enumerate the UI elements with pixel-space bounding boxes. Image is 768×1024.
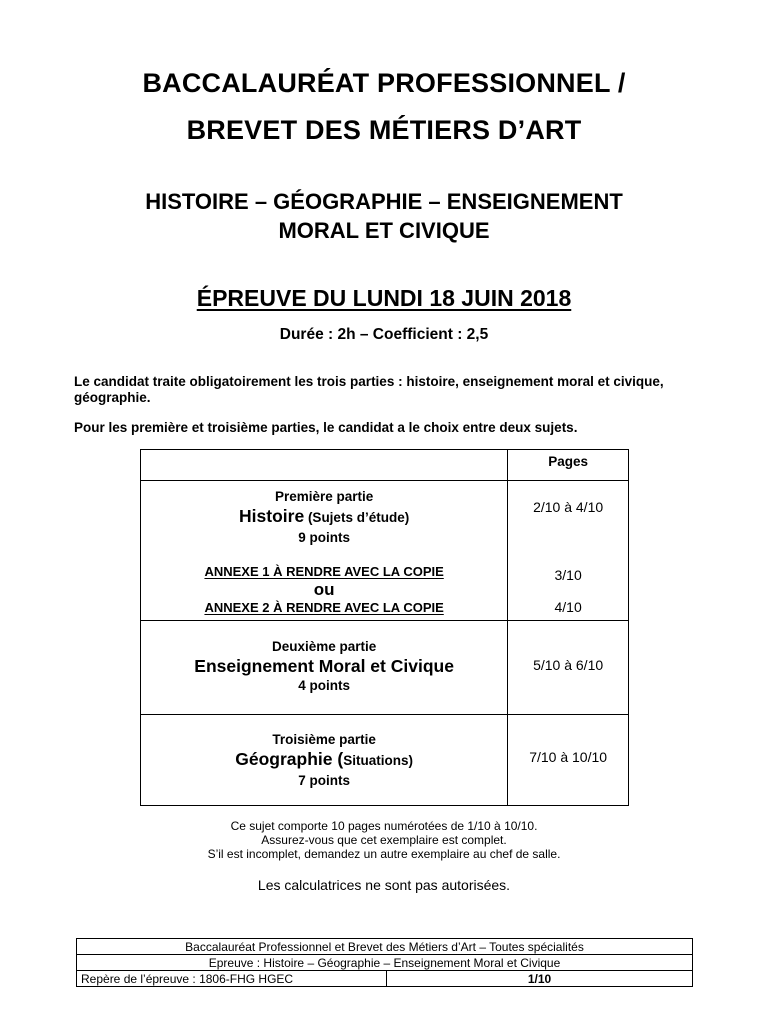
annex-or: ou: [313, 580, 335, 599]
exam-notes: [0, 819, 768, 861]
part3-points: 7 points: [298, 773, 350, 788]
part1-label: Première partie: [274, 489, 374, 504]
footer-table: [76, 938, 693, 987]
pages-header: Pages: [508, 450, 629, 481]
part2-pages: 5/10 à 6/10: [533, 657, 604, 673]
parts-table: [140, 449, 629, 806]
notes-line-1: Ce sujet comporte 10 pages numérotées de 1/10 à 10/10.: [230, 819, 538, 833]
notes-line-3: S’il est incomplet, demandez un autre exemplaire au chef de salle.: [207, 847, 561, 861]
footer-reference: Repère de l’épreuve : 1806-FHG HGEC: [77, 971, 387, 987]
footer-page-number: 1/10: [387, 971, 693, 987]
part1-subject: [141, 505, 507, 529]
footer-row: [77, 955, 693, 971]
footer-row: [77, 939, 693, 955]
page-title-line1: BACCALAURÉAT PROFESSIONNEL /: [142, 68, 626, 98]
part2-pages-cell: [508, 621, 629, 715]
part3-subject-text: Géographie (: [235, 749, 344, 769]
part2-subject: Enseignement Moral et Civique: [194, 656, 454, 676]
part1-subject-text: Histoire: [239, 506, 305, 526]
footer-line-2: Epreuve : Histoire – Géographie – Enseignement Moral et Civique: [77, 955, 693, 971]
part1-cell: [141, 481, 508, 621]
part1-points: 9 points: [298, 530, 350, 545]
part3-label: Troisième partie: [272, 732, 376, 747]
annex1-pages: 3/10: [554, 567, 582, 583]
instruction-paragraph-1: Le candidat traite obligatoirement les trois parties : histoire, enseignement moral et civique, géographie.: [74, 374, 664, 405]
exam-duration: Durée : 2h – Coefficient : 2,5: [279, 326, 489, 343]
subject-title-line2: MORAL ET CIVIQUE: [278, 218, 490, 243]
subject-title-line1: HISTOIRE – GÉOGRAPHIE – ENSEIGNEMENT: [145, 189, 623, 214]
part1-pages: 2/10 à 4/10: [533, 499, 604, 515]
annex1-label: ANNEXE 1 À RENDRE AVEC LA COPIE: [204, 564, 444, 579]
table-header-empty: [141, 450, 508, 481]
part3-subject-paren: Situations): [343, 753, 413, 768]
exam-date: [0, 285, 768, 312]
table-row: [141, 481, 629, 621]
exam-date-text: ÉPREUVE DU LUNDI 18 JUIN 2018: [196, 285, 572, 311]
instruction-paragraph-2: Pour les première et troisième parties, le candidat a le choix entre deux sujets.: [74, 420, 578, 435]
part3-pages-cell: [508, 715, 629, 806]
part1-pages-cell: [508, 481, 629, 621]
annex2-pages: 4/10: [554, 599, 582, 615]
part2-cell: [141, 621, 508, 715]
footer-row: [77, 971, 693, 987]
part2-label: Deuxième partie: [271, 639, 377, 654]
table-header-row: [141, 450, 629, 481]
table-row: [141, 621, 629, 715]
annex2-label: ANNEXE 2 À RENDRE AVEC LA COPIE: [204, 600, 444, 615]
page-title-line2: BREVET DES MÉTIERS D’ART: [186, 115, 582, 145]
table-row: [141, 715, 629, 806]
calculator-notice: Les calculatrices ne sont pas autorisées.: [257, 877, 511, 893]
part2-points: 4 points: [298, 678, 350, 693]
notes-line-2: Assurez-vous que cet exemplaire est complet.: [261, 833, 507, 847]
part1-subject-paren: (Sujets d’étude): [304, 510, 410, 525]
footer-line-1: Baccalauréat Professionnel et Brevet des Métiers d’Art – Toutes spécialités: [77, 939, 693, 955]
part3-subject: [141, 748, 507, 772]
part3-cell: [141, 715, 508, 806]
part3-pages: 7/10 à 10/10: [529, 749, 608, 765]
